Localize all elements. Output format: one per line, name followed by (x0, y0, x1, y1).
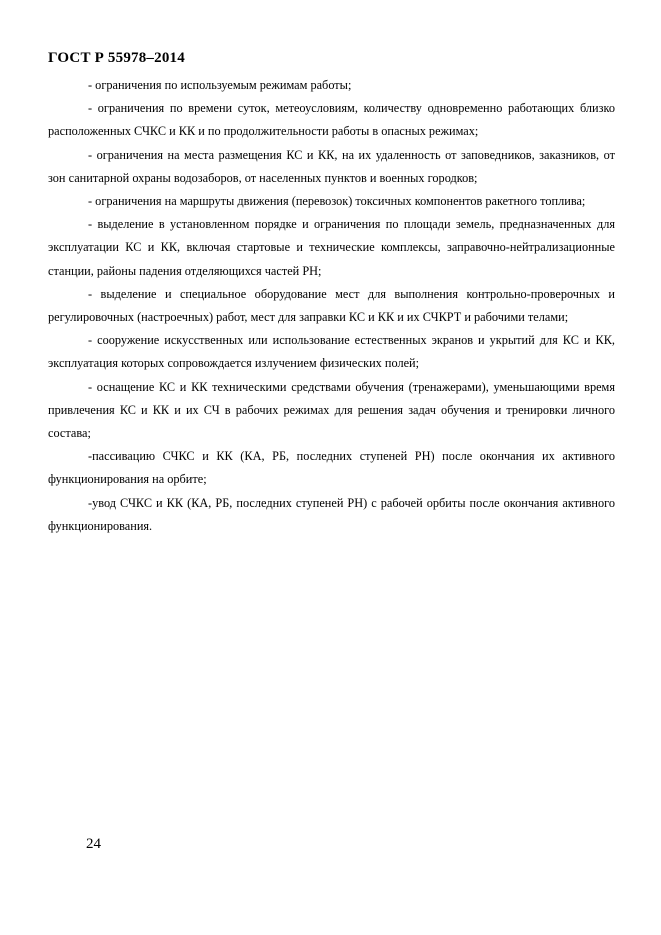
paragraph-screens-shelters: - сооружение искусственных или использование естественных экранов и укрытий для КС и КК, эксплуатация которых сопровождается излучением физических полей; (48, 333, 615, 371)
paragraph-passivation: -пассивацию СЧКС и КК (КА, РБ, последних ступеней РН) после окончания их активного функционирования на орбите; (48, 449, 615, 487)
page-number: 24 (86, 836, 101, 852)
paragraph-transport-routes: - ограничения на маршруты движения (перевозок) токсичных компонентов ракетного топлива; (88, 194, 586, 209)
document-body (48, 74, 615, 538)
paragraph-operating-modes: - ограничения по используемым режимам работы; (88, 78, 352, 92)
paragraph-placement: - ограничения на места размещения КС и КК, на их удаленность от заповедников, заказников, от зон санитарной охраны водозаборов, от населенных пунктов и военных городков; (48, 147, 615, 185)
paragraph-test-sites: - выделение и специальное оборудование мест для выполнения контрольно-проверочных и регулировочных (настроечных) работ, мест для заправки КС и КК и их СЧКРТ и рабочими телами; (48, 286, 615, 325)
paragraph-time-weather: - ограничения по времени суток, метеоусловиям, количеству одновременно работающих близко расположенных СЧКС и КК и по продолжительности работы в опасных режимах; (48, 101, 615, 139)
paragraph-land-allocation: - выделение в установленном порядке и ограничения по площади земель, предназначенных для эксплуатации КС и КК, включая стартовые и технические комплексы, заправочно-нейтрализационные станции, районы падения отделяющихся частей РН; (48, 217, 615, 278)
paragraph-deorbit: -увод СЧКС и КК (КА, РБ, последних ступеней РН) с рабочей орбиты после окончания активного функционирования. (48, 495, 615, 533)
document-header: ГОСТ Р 55978–2014 (48, 50, 185, 66)
paragraph-training-equipment: - оснащение КС и КК техническими средствами обучения (тренажерами), уменьшающими время привлечения КС и КК и их СЧ в рабочих режимах для решения задач обучения и тренировки личного состава; (48, 379, 615, 441)
